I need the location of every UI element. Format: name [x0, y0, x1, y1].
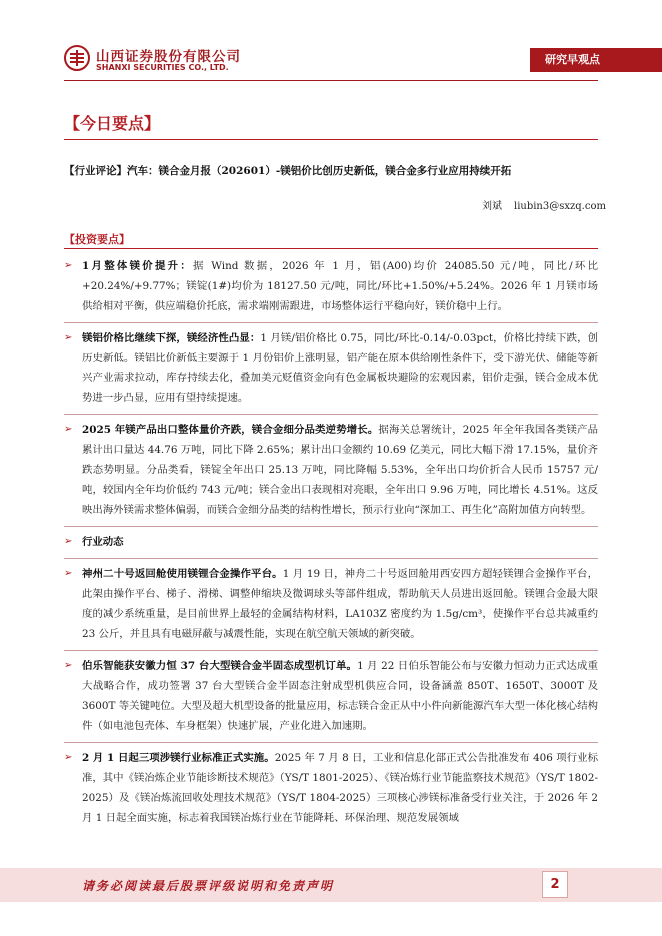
arrow-bullet-icon: ➢ — [64, 752, 73, 763]
footer-disclaimer: 请务必阅读最后股票评级说明和免责声明 — [82, 879, 335, 893]
author-name: 刘斌 — [482, 201, 502, 212]
company-name-cn: 山西证券股份有限公司 — [96, 49, 241, 65]
bullet-lead: 伯乐智能获安徽力恒 37 台大型镁合金半固态成型机订单。 — [82, 660, 358, 672]
bullet-lead: 神州二十号返回舱使用镁锂合金操作平台。 — [82, 568, 283, 580]
bullet-item — [64, 415, 598, 527]
arrow-bullet-icon: ➢ — [64, 536, 73, 547]
bullet-item — [64, 323, 598, 415]
bullet-lead: 行业动态 — [82, 536, 124, 548]
article-title: 汽车：镁合金月报（202601）-镁铝价比创历史新低，镁合金多行业应用持续开拓 — [127, 165, 512, 177]
section-title: 【投资要点】 — [64, 233, 130, 246]
bullet-item — [64, 527, 598, 559]
bullet-text: 据海关总署统计，2025 年全年我国各类镁产品累计出口量达 44.76 万吨，同比下降 2.65%；累计出口金额约 10.69 亿美元，同比大幅下滑 17.15%，量价齐跌态势明显。分品类看，镁锭全年出口 25.13 万吨，同比降幅 5.53%，全年出口均价折合人民币 15757 元/吨，较国内全年均价低约 743 元/吨；镁合金出口表现相对亮眼，全年出口 9.96 万吨，同比增长 4.51%。这反映出海外镁需求整体偏弱，而镁合金细分品类的结构性增长，预示行业向“深加工、再生化”高附加值方向转型。 — [82, 424, 598, 516]
arrow-bullet-icon: ➢ — [64, 568, 73, 579]
bullet-list — [64, 251, 598, 834]
author-email: liubin3@sxzq.com — [514, 201, 606, 212]
article-tag: 【行业评论】 — [64, 165, 127, 177]
page-title: 【今日要点】 — [64, 114, 161, 133]
bullet-lead: 2025 年镁产品出口整体量价齐跌，镁合金细分品类逆势增长。 — [82, 424, 379, 436]
arrow-bullet-icon: ➢ — [64, 424, 73, 435]
bullet-text: 1 月镁/铝价格比 0.75，同比/环比-0.14/-0.03pct，价格比持续下跌，创历史新低。镁铝比价新低主要源于 1 月份铝价上涨明显，铝产能在原本供给刚性条件下，受下游光伏、储能等新兴产业需求拉动，库存持续去化，叠加美元贬值资金向有色金属板块避险的宏观因素，铝价走强，镁合金成本优势进一步凸显，应用有望持续提速。 — [82, 332, 599, 404]
bullet-text: 2025 年 7 月 8 日，工业和信息化部正式公告批准发布 406 项行业标准，其中《镁冶炼企业节能诊断技术规范》（YS/T 1801-2025）、《镁冶炼行业节能监察技术规范》（YS/T 1802-2025）及《镁冶炼流回收处理技术规范》（YS/T 1804-2025）三项核心涉镁标准备受行业关注，于 2026 年 2 月 1 日起全面实施，标志着我国镁冶炼行业在节能降耗、环保治理、规范发展领域 — [82, 752, 598, 824]
arrow-bullet-icon: ➢ — [64, 260, 73, 271]
company-name-en: SHANXI SECURITIES CO., LTD. — [96, 63, 229, 72]
bullet-item — [64, 651, 598, 743]
arrow-bullet-icon: ➢ — [64, 660, 73, 671]
bullet-item — [64, 559, 598, 651]
bullet-item — [64, 251, 598, 323]
bullet-text: 1 月 19 日，神舟二十号返回舱用西安四方超轻镁锂合金操作平台，此架由操作平台、梯子、滑梯、调整伸缩块及微调球头等部件组成，帮助航天人员进出返回舱。镁锂合金最大限度的减少系统重量，是目前世界上最轻的金属结构材料，LA103Z 密度约为 1.5g/cm³，使操作平台总共减重约 23 公斤，并且具有电磁屏蔽与减震性能，实现在航空航天领域的新突破。 — [82, 568, 598, 640]
page-number: 2 — [542, 871, 568, 898]
bullet-text: 1 月 22 日伯乐智能公布与安徽力恒动力正式达成重大战略合作，成功签署 37 台大型镁合金半固态注射成型机供应合同，设备涵盖 850T、1650T、3000T 及 3600T 等关键吨位。大型及超大机型设备的批量应用，标志镁合金正从中小件向新能源汽车大型一体化核心结构件（如电池包壳体、车身框架）快速扩展，产业化进入加速期。 — [82, 660, 598, 732]
bullet-text: 据 Wind 数据，2026 年 1 月，铝(A00)均价 24085.50 元/吨，同比/环比+20.24%/+9.77%；镁锭(1#)均价为 18127.50 元/吨，同比/环比+1.50%/+5.24%。2026 年 1 月镁市场供给相对平衡，供应端稳价托底，需求端刚需跟进，市场整体运行平稳向好，镁价稳中上行。 — [82, 260, 599, 312]
bullet-lead: 2 月 1 日起三项涉镁行业标准正式实施。 — [82, 752, 275, 764]
bullet-item — [64, 743, 598, 834]
bullet-lead: 1月整体镁价提升： — [82, 260, 193, 272]
arrow-bullet-icon: ➢ — [64, 332, 73, 343]
bullet-lead: 镁铝价格比继续下探，镁经济性凸显： — [82, 332, 261, 344]
header-section-tab: 研究早观点 — [530, 48, 662, 72]
